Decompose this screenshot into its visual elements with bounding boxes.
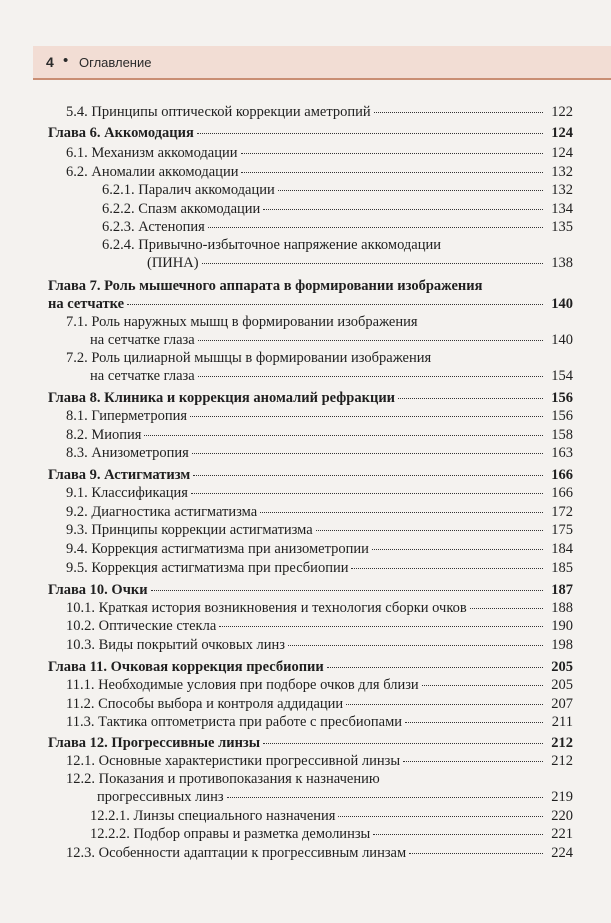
toc-entry[interactable]: [66, 753, 573, 770]
toc-entry-title: 12.3. Особенности адаптации к прогрессивным линзам: [66, 845, 407, 861]
leader-dots: [338, 816, 543, 817]
toc-entry-title: 12.1. Основные характеристики прогрессивной линзы: [66, 753, 401, 769]
toc-entry-page: 220: [551, 808, 573, 824]
toc-entry-title: на сетчатке глаза: [90, 368, 195, 384]
toc-entry-page: 166: [551, 467, 573, 483]
toc-entry-title: 5.4. Принципы оптической коррекции аметропий: [66, 104, 371, 120]
toc-entry-title: 8.3. Анизометропия: [66, 445, 189, 461]
toc-entry[interactable]: [66, 522, 573, 539]
toc-entry-page: 156: [551, 390, 573, 406]
toc-entry[interactable]: [66, 145, 573, 162]
leader-dots: [208, 227, 543, 228]
toc-entry-title: Глава 12. Прогрессивные линзы: [48, 735, 261, 751]
toc-chapter-title-line1: Глава 7. Роль мышечного аппарата в формировании изображения: [48, 278, 483, 294]
toc-entry-title: Глава 8. Клиника и коррекция аномалий рефракции: [48, 390, 396, 406]
leader-dots: [127, 304, 543, 305]
toc-entry[interactable]: [66, 714, 573, 731]
toc-entry-title-line1: 7.2. Роль цилиарной мышцы в формировании изображения: [66, 350, 432, 366]
leader-dots: [372, 549, 543, 550]
toc-entry-title: 11.1. Необходимые условия при подборе очков для близи: [66, 677, 419, 693]
leader-dots: [403, 761, 543, 762]
toc-entry-title: Глава 11. Очковая коррекция пресбиопии: [48, 659, 324, 675]
toc-entry-title: 9.3. Принципы коррекции астигматизма: [66, 522, 313, 538]
toc-entry[interactable]: [90, 368, 573, 385]
toc-entry-page: 132: [551, 164, 573, 180]
toc-entry-page: 124: [551, 125, 573, 141]
toc-entry-page: 188: [551, 600, 573, 616]
toc-entry-title: 9.4. Коррекция астигматизма при анизометропии: [66, 541, 369, 557]
toc-entry-page: 140: [551, 332, 573, 348]
toc-entry-title: прогрессивных линз: [97, 789, 224, 805]
toc-entry-page: 163: [551, 445, 573, 461]
leader-dots: [351, 568, 543, 569]
toc-entry-page: 205: [551, 659, 573, 675]
leader-dots: [227, 797, 543, 798]
toc-entry-page: 221: [551, 826, 573, 842]
leader-dots: [346, 704, 543, 705]
leader-dots: [263, 209, 543, 210]
toc-entry-title: 8.2. Миопия: [66, 427, 142, 443]
leader-dots: [374, 112, 543, 113]
leader-dots: [190, 416, 543, 417]
toc-entry[interactable]: [66, 696, 573, 713]
toc-entry[interactable]: [66, 427, 573, 444]
toc-entry[interactable]: [102, 182, 573, 199]
toc-entry-title: 10.2. Оптические стекла: [66, 618, 217, 634]
toc-entry-title-line1: 12.2. Показания и противопоказания к назначению: [66, 771, 380, 787]
leader-dots: [288, 645, 543, 646]
toc-entry[interactable]: [66, 637, 573, 654]
leader-dots: [241, 172, 543, 173]
toc-entry-title: 6.2.1. Паралич аккомодации: [102, 182, 275, 198]
toc-entry-page: 122: [551, 104, 573, 120]
toc-entry-page: 184: [551, 541, 573, 557]
toc-chapter[interactable]: [48, 659, 573, 676]
leader-dots: [398, 398, 543, 399]
toc-entry-page: 175: [551, 522, 573, 538]
toc-entry-page: 187: [551, 582, 573, 598]
leader-dots: [144, 435, 543, 436]
leader-dots: [470, 608, 543, 609]
toc-entry[interactable]: [66, 677, 573, 694]
leader-dots: [198, 340, 543, 341]
toc-entry-page: 124: [551, 145, 573, 161]
toc-entry-page: 185: [551, 560, 573, 576]
toc-entry-page: 190: [551, 618, 573, 634]
page-number: 4: [46, 54, 54, 70]
toc-entry[interactable]: [66, 600, 573, 617]
toc-entry[interactable]: [66, 408, 573, 425]
leader-dots: [202, 263, 543, 264]
toc-entry-title: 6.2. Аномалии аккомодации: [66, 164, 239, 180]
toc-entry-title: 6.2.2. Спазм аккомодации: [102, 201, 261, 217]
toc-entry-title: Глава 10. Очки: [48, 582, 148, 598]
toc-entry-title: 8.1. Гиперметропия: [66, 408, 188, 424]
toc-entry-title: 12.2.2. Подбор оправы и разметка демолинзы: [90, 826, 371, 842]
section-title: Оглавление: [79, 55, 152, 70]
toc-entry[interactable]: [102, 219, 573, 236]
toc-entry-page: 134: [551, 201, 573, 217]
toc-entry-title-line1: 7.1. Роль наружных мышц в формировании изображения: [66, 314, 418, 330]
leader-dots: [193, 475, 543, 476]
toc-entry-title: 6.2.3. Астенопия: [102, 219, 205, 235]
leader-dots: [316, 530, 543, 531]
leader-dots: [409, 853, 543, 854]
toc-entry-page: 135: [551, 219, 573, 235]
toc-entry-page: 219: [551, 789, 573, 805]
toc-entry[interactable]: [66, 618, 573, 635]
leader-dots: [219, 626, 543, 627]
toc-entry-page: 212: [551, 753, 573, 769]
toc-entry[interactable]: [102, 201, 573, 218]
leader-dots: [198, 376, 543, 377]
toc-entry-title: 12.2.1. Линзы специального назначения: [90, 808, 336, 824]
toc-entry-page: 198: [551, 637, 573, 653]
toc-entry-page: 212: [551, 735, 573, 751]
toc-entry[interactable]: [66, 485, 573, 502]
toc-entry-title: Глава 9. Астигматизм: [48, 467, 191, 483]
toc-entry-page: 172: [551, 504, 573, 520]
toc-entry-page: 205: [551, 677, 573, 693]
toc-entry[interactable]: [66, 845, 573, 862]
toc-entry-title: 9.1. Классификация: [66, 485, 188, 501]
leader-dots: [191, 493, 543, 494]
leader-dots: [197, 133, 543, 134]
leader-dots: [422, 685, 543, 686]
leader-dots: [241, 153, 543, 154]
toc-entry[interactable]: [66, 560, 573, 577]
toc-entry-title: 10.3. Виды покрытий очковых линз: [66, 637, 286, 653]
toc-entry[interactable]: [66, 104, 573, 121]
leader-dots: [151, 590, 543, 591]
toc-entry-title: Глава 6. Аккомодация: [48, 125, 194, 141]
leader-dots: [260, 512, 543, 513]
toc-entry-page: 154: [551, 368, 573, 384]
toc-entry-page: 158: [551, 427, 573, 443]
toc-entry-title: на сетчатке: [48, 296, 125, 312]
leader-dots: [373, 834, 543, 835]
toc-entry-title: (ПИНА): [147, 255, 199, 271]
toc-chapter[interactable]: [48, 467, 573, 484]
toc-chapter[interactable]: [48, 296, 573, 313]
toc-entry[interactable]: [90, 808, 573, 825]
toc-entry-page: 138: [551, 255, 573, 271]
toc-entry-title: на сетчатке глаза: [90, 332, 195, 348]
leader-dots: [263, 743, 543, 744]
toc-entry[interactable]: [90, 332, 573, 349]
toc-chapter[interactable]: [48, 735, 573, 752]
toc-entry-title: 6.1. Механизм аккомодации: [66, 145, 238, 161]
toc-entry-page: 140: [551, 296, 573, 312]
header-bullet: •: [63, 52, 69, 69]
running-header: [33, 46, 611, 80]
leader-dots: [405, 722, 543, 723]
toc-chapter[interactable]: [48, 582, 573, 599]
toc-entry-title: 10.1. Краткая история возникновения и технология сборки очков: [66, 600, 467, 616]
toc-entry[interactable]: [66, 504, 573, 521]
toc-entry[interactable]: [90, 826, 573, 843]
leader-dots: [327, 667, 543, 668]
toc-entry-title-line1: 6.2.4. Привычно-избыточное напряжение аккомодации: [102, 237, 442, 253]
toc-entry[interactable]: [97, 789, 573, 806]
toc-chapter[interactable]: [48, 125, 573, 142]
leader-dots: [192, 453, 543, 454]
toc-entry[interactable]: [147, 255, 573, 272]
leader-dots: [278, 190, 543, 191]
toc-entry[interactable]: [66, 541, 573, 558]
toc-chapter[interactable]: [48, 390, 573, 407]
toc-entry-page: 132: [551, 182, 573, 198]
toc-entry-page: 166: [551, 485, 573, 501]
toc-entry-title: 9.2. Диагностика астигматизма: [66, 504, 258, 520]
toc-entry[interactable]: [66, 445, 573, 462]
toc-entry-title: 9.5. Коррекция астигматизма при пресбиопии: [66, 560, 349, 576]
toc-entry-title: 11.3. Тактика оптометриста при работе с пресбиопами: [66, 714, 403, 730]
toc-entry-page: 211: [551, 714, 573, 730]
toc-entry[interactable]: [66, 164, 573, 181]
toc-entry-page: 224: [551, 845, 573, 861]
toc-entry-title: 11.2. Способы выбора и контроля аддидации: [66, 696, 344, 712]
toc-entry-page: 207: [551, 696, 573, 712]
toc-entry-page: 156: [551, 408, 573, 424]
